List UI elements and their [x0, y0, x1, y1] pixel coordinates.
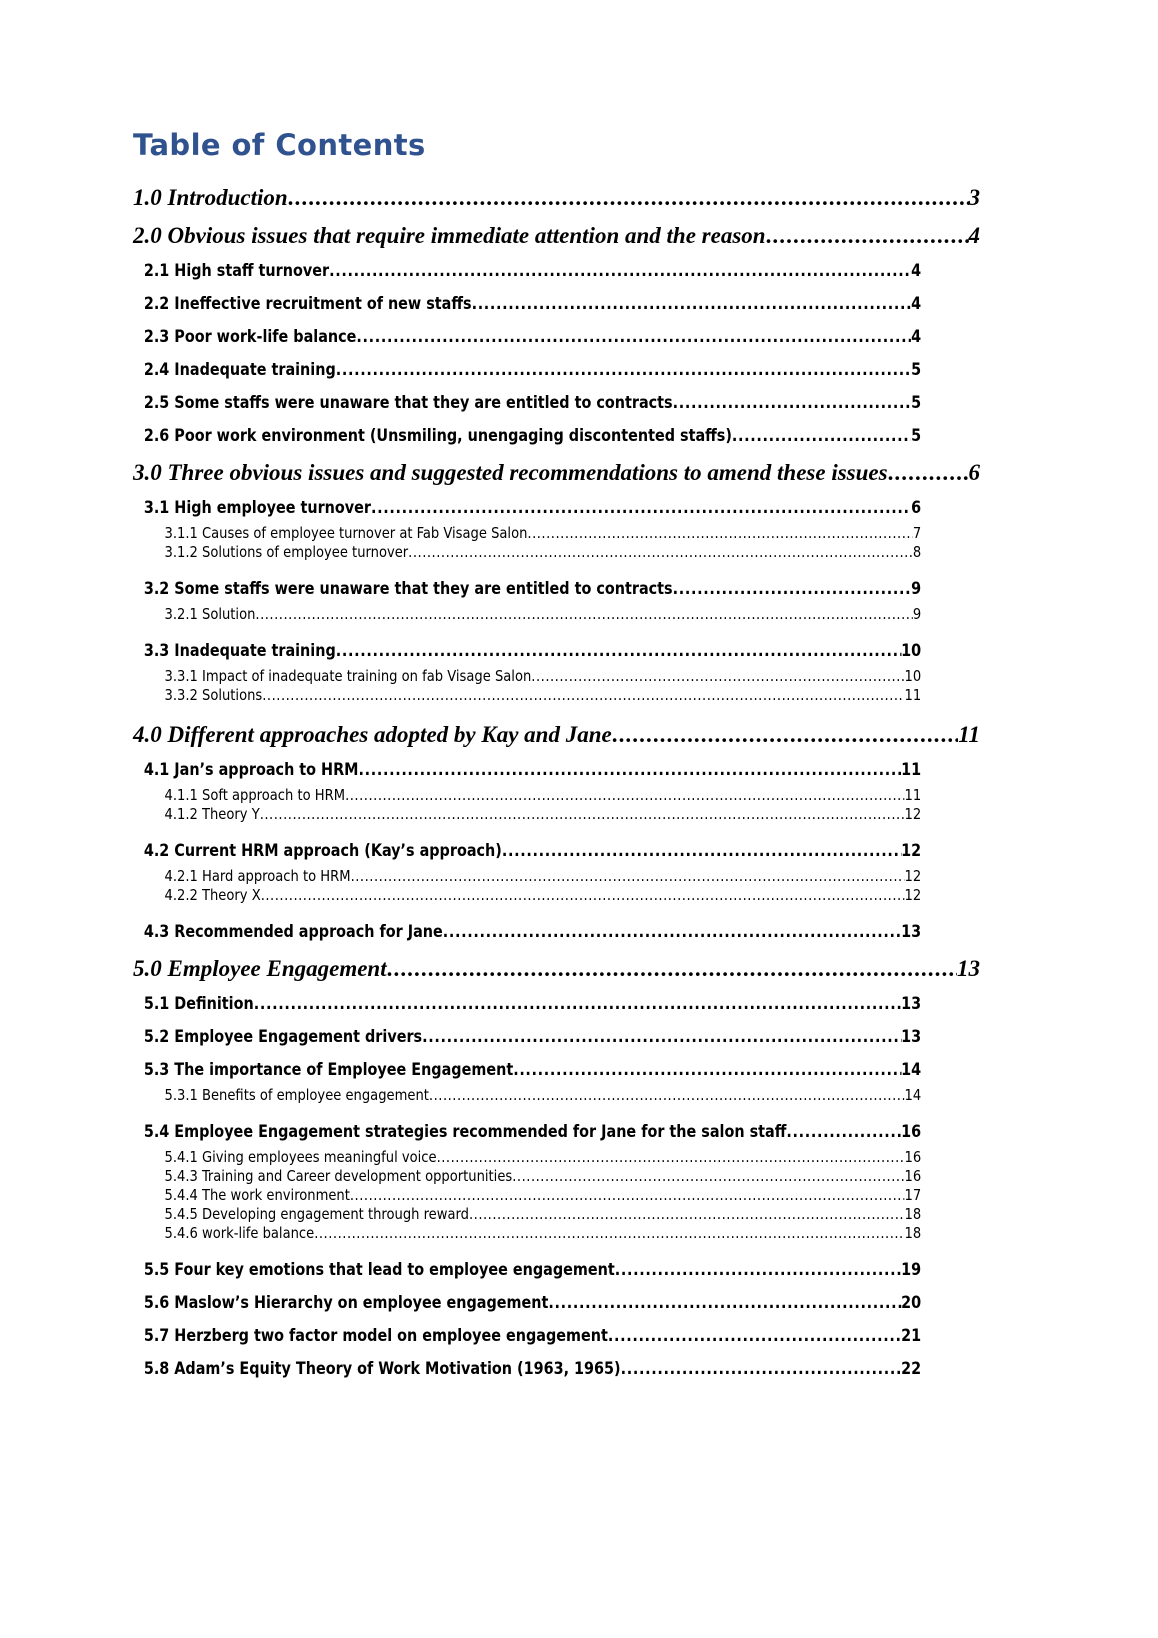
- toc-entry-page-number: 4: [911, 294, 922, 314]
- toc-leader-dots: [732, 427, 911, 446]
- toc-entry[interactable]: [0, 1028, 1089, 1047]
- toc-entry-label: 5.4.3 Training and Career development opportunities: [164, 1167, 513, 1185]
- toc-leader-dots: [472, 295, 912, 314]
- toc-leader-dots: [371, 499, 911, 518]
- toc-leader-dots: [408, 544, 913, 561]
- toc-entry-page-number: 18: [904, 1224, 922, 1242]
- toc-entry[interactable]: [0, 499, 1089, 518]
- toc-entry[interactable]: [0, 1261, 1089, 1280]
- toc-entry-page-number: 11: [904, 786, 922, 804]
- toc-leader-dots: [437, 1149, 905, 1166]
- toc-entry-page-number: 13: [901, 922, 922, 942]
- toc-entry-label: 4.2 Current HRM approach (Kay’s approach): [143, 841, 502, 861]
- toc-entry-page-number: 10: [904, 667, 922, 685]
- toc-entry-page-number: 16: [901, 1122, 922, 1142]
- toc-entry-page-number: 5: [911, 393, 922, 413]
- toc-leader-dots: [527, 525, 912, 542]
- toc-entry-label: 3.3.1 Impact of inadequate training on fab Visage Salon: [164, 667, 532, 685]
- toc-entry-page-number: 13: [901, 994, 922, 1014]
- toc-entry[interactable]: [0, 956, 1158, 981]
- toc-entry-label: 3.3.2 Solutions: [164, 686, 263, 704]
- toc-leader-dots: [888, 460, 969, 485]
- toc-entry-label: 4.1 Jan’s approach to HRM: [143, 760, 359, 780]
- toc-entry-page-number: 7: [912, 524, 922, 542]
- toc-leader-dots: [422, 1028, 901, 1047]
- toc-entry-label: 3.0 Three obvious issues and suggested recommendations to amend these issues: [133, 460, 888, 485]
- toc-entry[interactable]: [0, 668, 1089, 685]
- toc-entry-page-number: 21: [901, 1326, 922, 1346]
- toc-entry[interactable]: [0, 868, 1089, 885]
- toc-entry[interactable]: [0, 544, 1089, 561]
- toc-leader-dots: [615, 1261, 901, 1280]
- page-title: Table of Contents: [133, 128, 426, 162]
- toc-entry-label: 5.4.1 Giving employees meaningful voice: [164, 1148, 437, 1166]
- toc-entry[interactable]: [0, 1087, 1089, 1104]
- toc-leader-dots: [548, 1294, 901, 1313]
- toc-leader-dots: [502, 842, 901, 861]
- toc-leader-dots: [254, 995, 901, 1014]
- toc-entry[interactable]: [0, 394, 1089, 413]
- toc-entry-label: 2.3 Poor work-life balance: [143, 327, 357, 347]
- toc-entry-page-number: 17: [904, 1186, 922, 1204]
- toc-entry-page-number: 4: [911, 327, 922, 347]
- toc-entry[interactable]: [0, 1061, 1089, 1080]
- toc-entry[interactable]: [0, 1168, 1089, 1185]
- toc-entry-page-number: 13: [957, 956, 980, 981]
- toc-entry-label: 3.3 Inadequate training: [143, 641, 336, 661]
- toc-leader-dots: [351, 868, 905, 885]
- toc-entry-label: 5.4.4 The work environment: [164, 1186, 350, 1204]
- toc-entry[interactable]: [0, 887, 1089, 904]
- toc-entry[interactable]: [0, 580, 1089, 599]
- toc-entry-page-number: 11: [958, 722, 980, 747]
- toc-entry-label: 3.1 High employee turnover: [143, 498, 372, 518]
- toc-leader-dots: [260, 806, 905, 823]
- toc-leader-dots: [336, 361, 911, 380]
- toc-leader-dots: [429, 1087, 905, 1104]
- toc-entry[interactable]: [0, 1294, 1089, 1313]
- toc-entry-page-number: 16: [904, 1148, 922, 1166]
- toc-entry-label: 2.5 Some staffs were unaware that they are entitled to contracts: [143, 393, 673, 413]
- toc-entry-label: 2.4 Inadequate training: [143, 360, 336, 380]
- toc-entry-label: 5.1 Definition: [143, 994, 254, 1014]
- toc-leader-dots: [329, 262, 911, 281]
- toc-leader-dots: [786, 1123, 901, 1142]
- toc-entry-label: 5.6 Maslow’s Hierarchy on employee engagement: [143, 1293, 549, 1313]
- toc-entry[interactable]: [0, 1187, 1089, 1204]
- toc-entry-page-number: 11: [901, 760, 922, 780]
- toc-entry[interactable]: [0, 427, 1089, 446]
- toc-entry-label: 5.5 Four key emotions that lead to employee engagement: [143, 1260, 615, 1280]
- toc-entry[interactable]: [0, 923, 1089, 942]
- toc-entry[interactable]: [0, 185, 1158, 210]
- toc-entry-page-number: 6: [911, 498, 922, 518]
- toc-entry-label: 3.1.2 Solutions of employee turnover: [164, 543, 409, 561]
- toc-entry-label: 3.2 Some staffs were unaware that they are entitled to contracts: [143, 579, 673, 599]
- toc-entry[interactable]: [0, 1360, 1089, 1379]
- table-of-contents-list: [0, 172, 1158, 1393]
- toc-leader-dots: [356, 328, 911, 347]
- toc-entry-label: 3.2.1 Solution: [164, 605, 256, 623]
- toc-leader-dots: [261, 887, 905, 904]
- toc-leader-dots: [513, 1061, 901, 1080]
- toc-entry[interactable]: [0, 328, 1089, 347]
- toc-leader-dots: [673, 580, 912, 599]
- toc-leader-dots: [288, 185, 969, 210]
- toc-entry[interactable]: [0, 761, 1089, 780]
- toc-entry-label: 4.0 Different approaches adopted by Kay and Jane: [133, 722, 612, 747]
- toc-leader-dots: [443, 923, 901, 942]
- toc-entry-page-number: 14: [904, 1086, 922, 1104]
- toc-entry-label: 5.3.1 Benefits of employee engagement: [164, 1086, 429, 1104]
- toc-entry-label: 3.1.1 Causes of employee turnover at Fab Visage Salon: [164, 524, 528, 542]
- toc-entry[interactable]: [0, 295, 1089, 314]
- toc-entry-page-number: 12: [904, 867, 922, 885]
- toc-entry-page-number: 12: [901, 841, 922, 861]
- toc-entry[interactable]: [0, 606, 1089, 623]
- toc-entry-label: 5.4.5 Developing engagement through reward: [164, 1205, 469, 1223]
- toc-entry-page-number: 22: [901, 1359, 922, 1379]
- toc-entry-page-number: 3: [968, 185, 980, 210]
- toc-leader-dots: [336, 642, 901, 661]
- toc-entry-label: 4.3 Recommended approach for Jane: [143, 922, 443, 942]
- toc-entry[interactable]: [0, 1123, 1089, 1142]
- toc-leader-dots: [531, 668, 904, 685]
- toc-entry-page-number: 5: [911, 426, 922, 446]
- toc-entry[interactable]: [0, 1149, 1089, 1166]
- toc-entry[interactable]: [0, 806, 1089, 823]
- toc-entry[interactable]: [0, 460, 1158, 485]
- toc-leader-dots: [673, 394, 912, 413]
- toc-entry[interactable]: [0, 262, 1089, 281]
- toc-entry[interactable]: [0, 842, 1089, 861]
- toc-entry-label: 5.3 The importance of Employee Engagement: [143, 1060, 514, 1080]
- toc-entry-page-number: 6: [968, 460, 980, 485]
- toc-entry[interactable]: [0, 995, 1089, 1014]
- toc-entry[interactable]: [0, 361, 1089, 380]
- toc-entry-page-number: 11: [904, 686, 922, 704]
- toc-entry-page-number: 9: [912, 605, 922, 623]
- toc-leader-dots: [314, 1225, 904, 1242]
- toc-leader-dots: [621, 1360, 902, 1379]
- toc-entry-page-number: 13: [901, 1027, 922, 1047]
- toc-entry-page-number: 19: [901, 1260, 922, 1280]
- toc-entry[interactable]: [0, 722, 1158, 747]
- toc-entry-label: 5.8 Adam’s Equity Theory of Work Motivation (1963, 1965): [143, 1359, 621, 1379]
- toc-entry-label: 4.2.2 Theory X: [164, 886, 261, 904]
- toc-entry-page-number: 10: [901, 641, 922, 661]
- toc-leader-dots: [469, 1206, 905, 1223]
- toc-entry-page-number: 14: [901, 1060, 922, 1080]
- toc-entry[interactable]: [0, 223, 1158, 248]
- toc-entry-page-number: 5: [911, 360, 922, 380]
- toc-leader-dots: [350, 1187, 905, 1204]
- toc-leader-dots: [512, 1168, 904, 1185]
- toc-entry[interactable]: [0, 1206, 1089, 1223]
- toc-leader-dots: [766, 223, 969, 248]
- toc-entry-page-number: 4: [968, 223, 980, 248]
- toc-entry-page-number: 12: [904, 805, 922, 823]
- toc-leader-dots: [612, 722, 959, 747]
- toc-entry[interactable]: [0, 1225, 1089, 1242]
- toc-entry-label: 1.0 Introduction: [133, 185, 288, 210]
- toc-entry[interactable]: [0, 1327, 1089, 1346]
- toc-entry-label: 5.4.6 work-life balance: [164, 1224, 315, 1242]
- toc-leader-dots: [345, 787, 904, 804]
- toc-entry-page-number: 4: [911, 261, 922, 281]
- toc-entry-label: 2.6 Poor work environment (Unsmiling, unengaging discontented staffs): [143, 426, 732, 446]
- toc-leader-dots: [608, 1327, 901, 1346]
- toc-entry-label: 5.7 Herzberg two factor model on employee engagement: [143, 1326, 608, 1346]
- toc-entry-label: 4.1.1 Soft approach to HRM: [164, 786, 346, 804]
- toc-leader-dots: [262, 687, 904, 704]
- toc-leader-dots: [255, 606, 912, 623]
- toc-entry-label: 5.2 Employee Engagement drivers: [143, 1027, 423, 1047]
- toc-entry[interactable]: [0, 525, 1089, 542]
- toc-entry-page-number: 12: [904, 886, 922, 904]
- toc-entry-label: 2.1 High staff turnover: [143, 261, 330, 281]
- toc-entry[interactable]: [0, 687, 1089, 704]
- toc-entry-label: 5.0 Employee Engagement: [133, 956, 387, 981]
- toc-entry-page-number: 8: [912, 543, 922, 561]
- toc-entry-page-number: 9: [911, 579, 922, 599]
- toc-entry-page-number: 20: [901, 1293, 922, 1313]
- toc-leader-dots: [358, 761, 901, 780]
- toc-entry[interactable]: [0, 642, 1089, 661]
- toc-entry-label: 4.2.1 Hard approach to HRM: [164, 867, 351, 885]
- toc-entry[interactable]: [0, 787, 1089, 804]
- toc-entry-page-number: 16: [904, 1167, 922, 1185]
- toc-entry-label: 5.4 Employee Engagement strategies recommended for Jane for the salon staff: [143, 1122, 787, 1142]
- toc-entry-label: 2.0 Obvious issues that require immediate attention and the reason: [133, 223, 766, 248]
- toc-entry-page-number: 18: [904, 1205, 922, 1223]
- toc-entry-label: 2.2 Ineffective recruitment of new staffs: [143, 294, 472, 314]
- toc-leader-dots: [387, 956, 957, 981]
- toc-entry-label: 4.1.2 Theory Y: [164, 805, 260, 823]
